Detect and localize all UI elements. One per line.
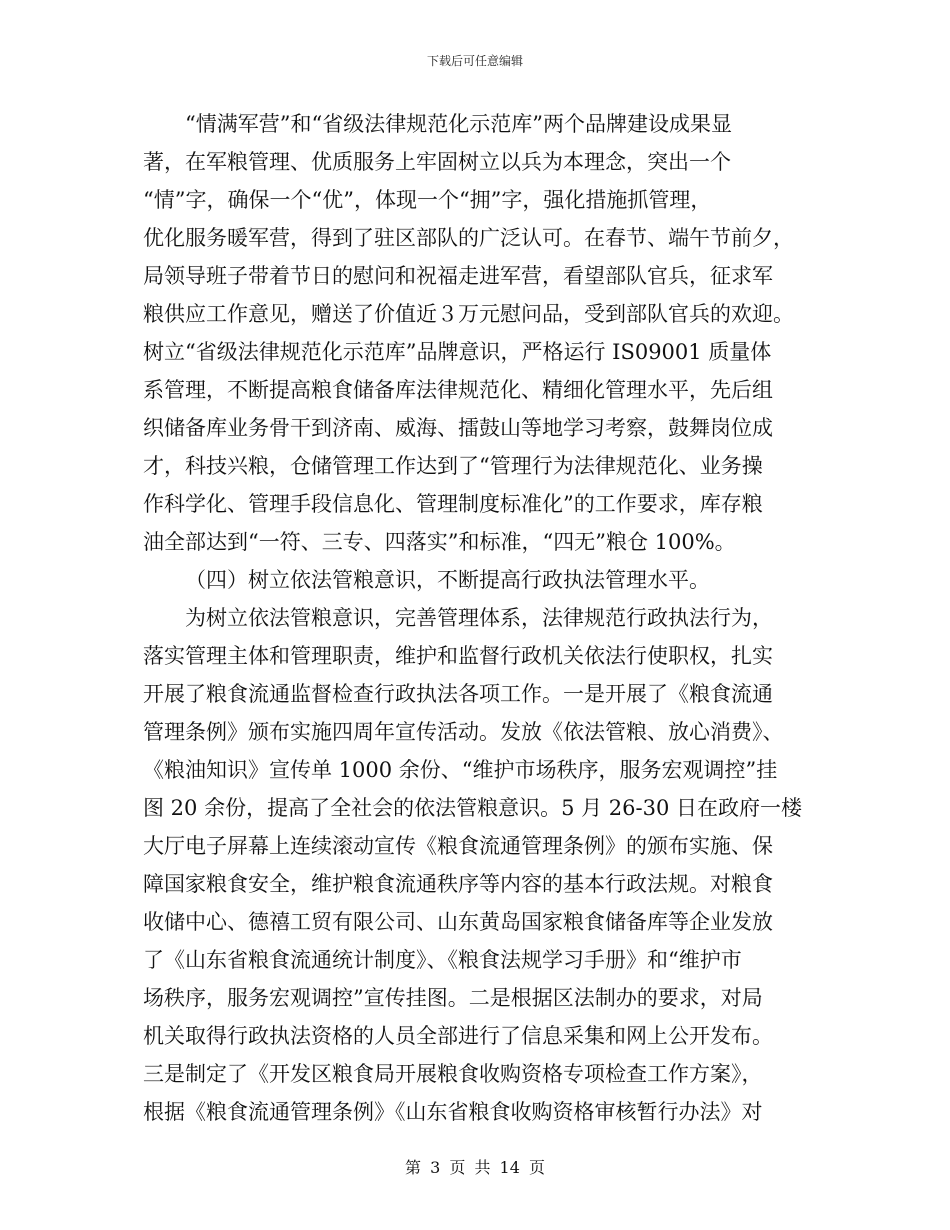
page-number: 第 3 页 共 14 页 (405, 1158, 545, 1177)
text-line: “情”字，确保一个“优”，体现一个“拥”字，强化措施抓管理， (143, 188, 712, 212)
text-line: 三是制定了《开发区粮食局开展粮食收购资格专项检查工作方案》， (143, 1062, 763, 1086)
text-line: 局领导班子带着节日的慰问和祝福走进军营，看望部队官兵，征求军 (143, 264, 773, 288)
text-line: 才，科技兴粮，仓储管理工作达到了“管理行为法律规范化、业务操 (143, 454, 763, 478)
text-line: 为树立依法管粮意识，完善管理体系，法律规范行政执法行为， (185, 606, 773, 630)
text-line: （四）树立依法管粮意识，不断提高行政执法管理水平。 (185, 568, 710, 592)
text-line: 管理条例》颁布实施四周年宣传活动。发放《依法管粮、放心消费》、 (143, 720, 784, 744)
text-line: 了《山东省粮食流通统计制度》、《粮食法规学习手册》和“维护市 (143, 948, 742, 972)
text-line: 系管理，不断提高粮食储备库法律规范化、精细化管理水平，先后组 (143, 378, 773, 402)
text-line: 障国家粮食安全，维护粮食流通秩序等内容的基本行政法规。对粮食 (143, 872, 773, 896)
text-line: 场秩序，服务宏观调控”宣传挂图。二是根据区法制办的要求，对局 (143, 986, 763, 1010)
text-line: 优化服务暖军营，得到了驻区部队的广泛认可。在春节、端午节前夕， (143, 226, 794, 250)
text-line: 油全部达到“一符、三专、四落实”和标准，“四无”粮仓 100%。 (143, 530, 736, 554)
text-line: 收储中心、德禧工贸有限公司、山东黄岛国家粮食储备库等企业发放 (143, 910, 773, 934)
text-line: 落实管理主体和管理职责，维护和监督行政机关依法行使职权，扎实 (143, 644, 773, 668)
text-line: 图 20 余份，提高了全社会的依法管粮意识。5 月 26-30 日在政府一楼 (143, 796, 802, 820)
text-line: 织储备库业务骨干到济南、威海、擂鼓山等地学习考察，鼓舞岗位成 (143, 416, 773, 440)
text-line: 机关取得行政执法资格的人员全部进行了信息采集和网上公开发布。 (143, 1024, 773, 1048)
text-line: 根据《粮食流通管理条例》《山东省粮食收购资格审核暂行办法》对 (143, 1100, 763, 1124)
text-line: “情满军营”和“省级法律规范化示范库”两个品牌建设成果显 (185, 112, 732, 136)
text-line: 著，在军粮管理、优质服务上牢固树立以兵为本理念，突出一个 (143, 150, 731, 174)
text-line: 树立“省级法律规范化示范库”品牌意识，严格运行 IS09001 质量体 (143, 340, 772, 364)
page-header-note: 下载后可任意编辑 (426, 54, 523, 68)
text-line: 大厅电子屏幕上连续滚动宣传《粮食流通管理条例》的颁布实施、保 (143, 834, 773, 858)
text-line: 粮供应工作意见，赠送了价值近３万元慰问品，受到部队官兵的欢迎。 (143, 302, 794, 326)
text-line: 《粮油知识》宣传单 1000 余份、“维护市场秩序，服务宏观调控”挂 (143, 758, 778, 782)
document-body (143, 105, 815, 1131)
text-line: 作科学化、管理手段信息化、管理制度标准化”的工作要求，库存粮 (143, 492, 763, 516)
text-line: 开展了粮食流通监督检查行政执法各项工作。一是开展了《粮食流通 (143, 682, 773, 706)
